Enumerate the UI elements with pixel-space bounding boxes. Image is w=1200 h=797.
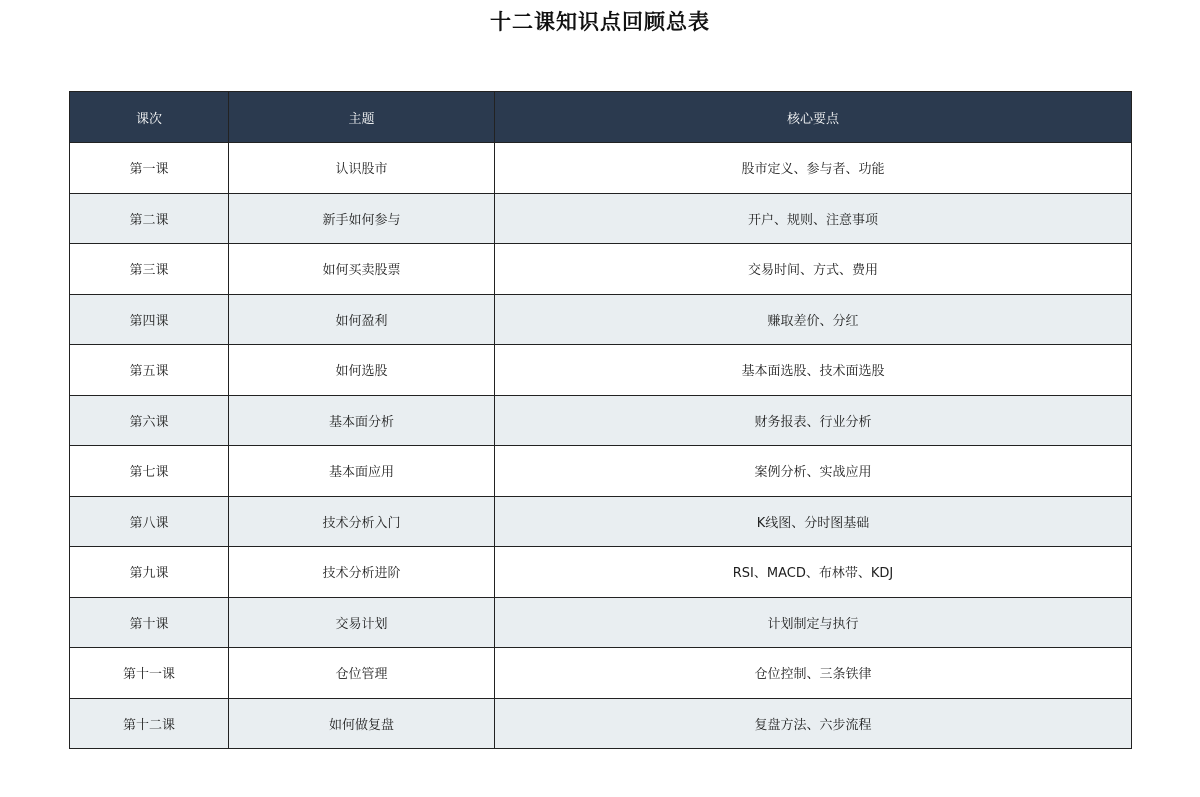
topic-cell: 如何选股 xyxy=(229,345,495,396)
lesson-review-table xyxy=(69,91,1132,749)
lesson-cell: 第九课 xyxy=(70,547,229,598)
lesson-cell: 第七课 xyxy=(70,446,229,497)
lesson-cell: 第五课 xyxy=(70,345,229,396)
topic-cell: 如何盈利 xyxy=(229,294,495,345)
key-points-cell: 交易时间、方式、费用 xyxy=(495,244,1132,295)
lesson-cell: 第十二课 xyxy=(70,698,229,749)
key-points-cell: 开户、规则、注意事项 xyxy=(495,193,1132,244)
table-row xyxy=(70,648,1132,699)
table-row xyxy=(70,345,1132,396)
column-header-topic: 主题 xyxy=(229,92,495,143)
key-points-cell: K线图、分时图基础 xyxy=(495,496,1132,547)
lesson-cell: 第二课 xyxy=(70,193,229,244)
table-row xyxy=(70,446,1132,497)
topic-cell: 仓位管理 xyxy=(229,648,495,699)
page-title: 十二课知识点回顾总表 xyxy=(490,10,710,34)
key-points-cell: 仓位控制、三条铁律 xyxy=(495,648,1132,699)
lesson-cell: 第三课 xyxy=(70,244,229,295)
column-header-key-points: 核心要点 xyxy=(495,92,1132,143)
key-points-cell: 复盘方法、六步流程 xyxy=(495,698,1132,749)
lesson-cell: 第六课 xyxy=(70,395,229,446)
table-row xyxy=(70,698,1132,749)
column-header-lesson: 课次 xyxy=(70,92,229,143)
topic-cell: 基本面应用 xyxy=(229,446,495,497)
topic-cell: 基本面分析 xyxy=(229,395,495,446)
table-row xyxy=(70,294,1132,345)
topic-cell: 认识股市 xyxy=(229,143,495,194)
key-points-cell: 赚取差价、分红 xyxy=(495,294,1132,345)
key-points-cell: 基本面选股、技术面选股 xyxy=(495,345,1132,396)
table-row xyxy=(70,547,1132,598)
key-points-cell: 股市定义、参与者、功能 xyxy=(495,143,1132,194)
table-row xyxy=(70,496,1132,547)
key-points-cell: 财务报表、行业分析 xyxy=(495,395,1132,446)
key-points-cell: 计划制定与执行 xyxy=(495,597,1132,648)
table-row xyxy=(70,193,1132,244)
key-points-cell: RSI、MACD、布林带、KDJ xyxy=(495,547,1132,598)
table-header-row xyxy=(70,92,1132,143)
table-row xyxy=(70,597,1132,648)
topic-cell: 新手如何参与 xyxy=(229,193,495,244)
key-points-cell: 案例分析、实战应用 xyxy=(495,446,1132,497)
topic-cell: 技术分析进阶 xyxy=(229,547,495,598)
topic-cell: 交易计划 xyxy=(229,597,495,648)
table-row xyxy=(70,143,1132,194)
topic-cell: 如何买卖股票 xyxy=(229,244,495,295)
lesson-cell: 第十一课 xyxy=(70,648,229,699)
table-row xyxy=(70,244,1132,295)
lesson-cell: 第八课 xyxy=(70,496,229,547)
lesson-cell: 第十课 xyxy=(70,597,229,648)
topic-cell: 如何做复盘 xyxy=(229,698,495,749)
lesson-cell: 第一课 xyxy=(70,143,229,194)
lesson-cell: 第四课 xyxy=(70,294,229,345)
topic-cell: 技术分析入门 xyxy=(229,496,495,547)
table-row xyxy=(70,395,1132,446)
